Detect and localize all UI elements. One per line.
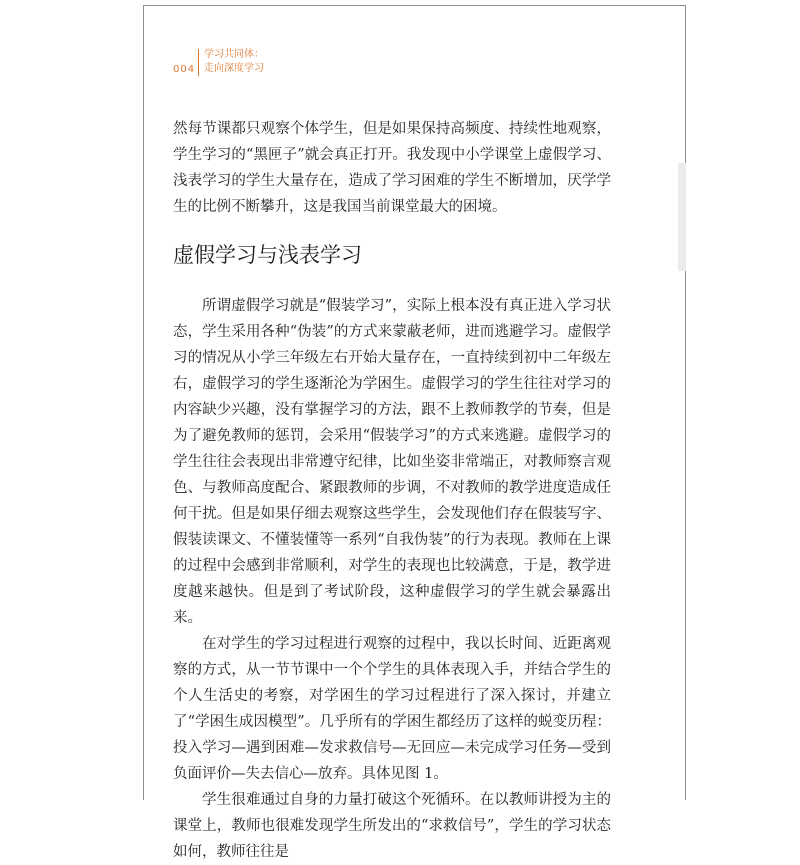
book-title (204, 48, 264, 76)
section-heading: 虚假学习与浅表学习 (173, 243, 362, 267)
body-paragraph-1: 所谓虚假学习就是“假装学习”，实际上根本没有真正进入学习状态，学生采用各种“伪装”的方式来蒙蔽老师，进而逃避学习。虚假学习的情况从小学三年级左右开始大量存在，一直持续到初中二年级左右，虚假学习的学生逐渐沦为学困生。虚假学习的学生往往对学习的内容缺少兴趣，没有掌握学习的方法，跟不上教师教学的节奏，但是为了避免教师的惩罚，会采用“假装学习”的方式来逃避。虚假学习的学生往往会表现出非常遵守纪律，比如坐姿非常端正，对教师察言观色、与教师高度配合、紧跟教师的步调，不对教师的教学进度造成任何干扰。但是如果仔细去观察这些学生，会发现他们存在假装写字、假装读课文、不懂装懂等一系列“自我伪装”的行为表现。教师在上课的过程中会感到非常顺利，对学生的表现也比较满意，于是，教学进度越来越快。但是到了考试阶段，这种虚假学习的学生就会暴露出来。 (173, 298, 611, 626)
page-number: 004 (173, 64, 196, 75)
body-paragraph-3: 学生很难通过自身的力量打破这个死循环。在以教师讲授为主的课堂上，教师也很难发现学生所发出的“求救信号”，学生的学习状态如何，教师往往是 (173, 792, 611, 860)
intro-paragraph: 然每节课都只观察个体学生，但是如果保持高频度、持续性地观察，学生学习的“黑匣子”就会真正打开。我发现中小学课堂上虚假学习、浅表学习的学生大量存在，造成了学习困难的学生不断增加，厌学学生的比例不断攀升，这是我国当前课堂最大的困境。 (173, 121, 611, 215)
book-title-line-2: 走向深度学习 (204, 63, 264, 74)
body-paragraph-2: 在对学生的学习过程进行观察的过程中，我以长时间、近距离观察的方式，从一节节课中一个个学生的具体表现入手，并结合学生的个人生活史的考察，对学困生的学习过程进行了深入探讨，并建立了“学困生成因模型”。几乎所有的学困生都经历了这样的蜕变历程：投入学习—遇到困难—发求救信号—无回应—未完成学习任务—受到负面评价—失去信心—放弃。具体见图 1。 (173, 636, 611, 782)
book-title-line-1: 学习共同体： (204, 49, 264, 60)
running-head-divider (198, 49, 199, 76)
page-body (173, 116, 611, 865)
page-edge-tab (678, 163, 686, 271)
